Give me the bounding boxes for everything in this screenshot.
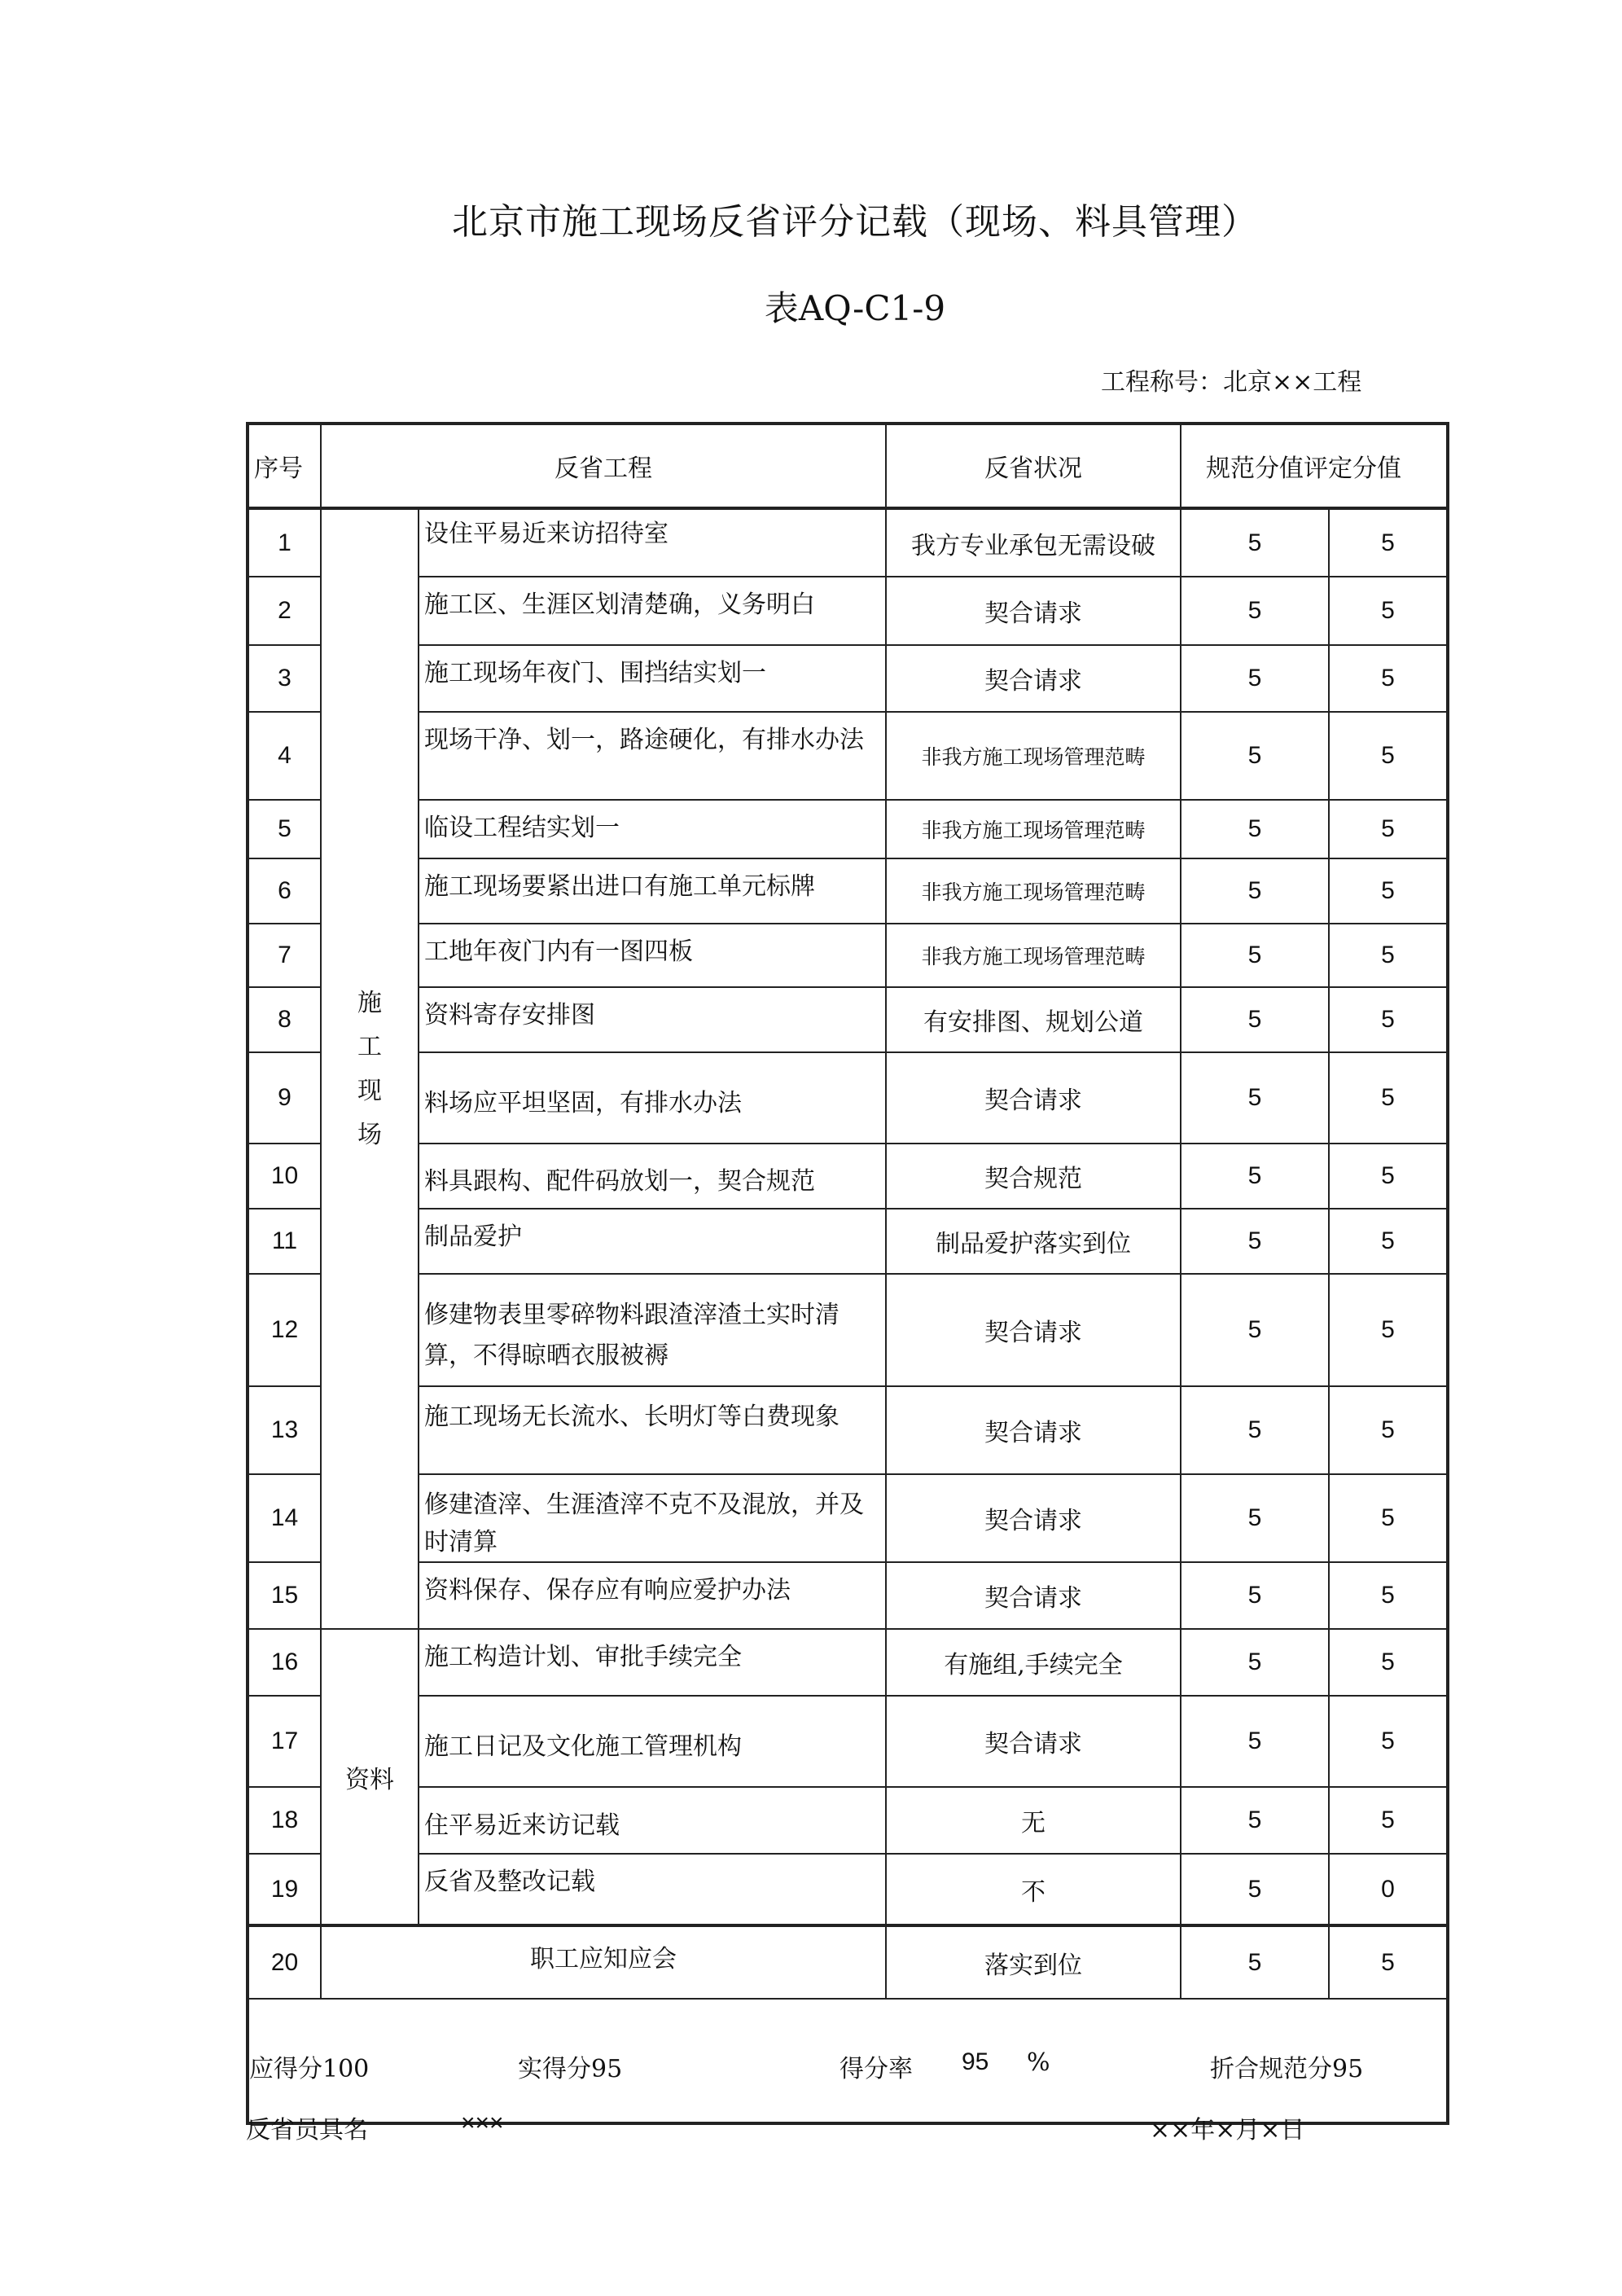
row-number: 14 [248,1474,321,1562]
row-score: 5 [1329,1209,1448,1274]
row-item: 施工区、生涯区划清楚确，义务明白 [419,577,886,645]
row-status: 落实到位 [886,1925,1181,1999]
row-status: 契合请求 [886,1562,1181,1629]
table-row [248,987,1448,1052]
row-status: 制品爱护落实到位 [886,1209,1181,1274]
row-status: 契合请求 [886,1052,1181,1144]
row-status: 有施组,手续完全 [886,1629,1181,1696]
header-item: 反省工程 [321,424,886,508]
row-score: 5 [1329,1274,1448,1386]
header-standard: 规范分值 [1206,454,1304,483]
row-item: 施工现场无长流水、长明灯等白费现象 [419,1386,886,1474]
row-status: 不 [886,1854,1181,1925]
row-number: 1 [248,508,321,577]
row-score: 5 [1329,1386,1448,1474]
row-score: 5 [1329,508,1448,577]
row-standard: 5 [1181,924,1329,987]
table-row [248,1386,1448,1474]
table-row [248,1052,1448,1144]
table-row [248,1474,1448,1562]
row-standard: 5 [1181,800,1329,858]
row-item: 施工构造计划、审批手续完全 [419,1629,886,1696]
row-item: 料具跟构、配件码放划一，契合规范 [419,1144,886,1209]
row-number: 10 [248,1144,321,1209]
summary-cell [248,1999,1448,2123]
row-number: 9 [248,1052,321,1144]
group-site-label [353,981,386,1157]
row-score: 5 [1329,1562,1448,1629]
row-score: 5 [1329,1629,1448,1696]
row-status: 契合请求 [886,577,1181,645]
row-item: 施工现场年夜门、围挡结实划一 [419,645,886,712]
group-site-char: 工 [357,1032,382,1061]
table-row [248,800,1448,858]
rate-unit: % [1027,2048,1050,2077]
table-row [248,1144,1448,1209]
row-status: 非我方施工现场管理范畴 [886,858,1181,924]
row-status: 非我方施工现场管理范畴 [886,712,1181,800]
actual-score: 实得分95 [518,2055,623,2083]
row-score: 5 [1329,858,1448,924]
row-score: 5 [1329,1052,1448,1144]
form-code: 表AQ-C1-9 [764,288,946,328]
row-standard: 5 [1181,1696,1329,1787]
table-row [248,924,1448,987]
row-item: 设住平易近来访招待室 [419,508,886,577]
row-number: 6 [248,858,321,924]
row-number: 15 [248,1562,321,1629]
row-item: 制品爱护 [419,1209,886,1274]
row-status: 契合请求 [886,1696,1181,1787]
should-score: 应得分100 [249,2055,370,2083]
row-score: 5 [1329,800,1448,858]
row-number: 19 [248,1854,321,1925]
table-row [248,1562,1448,1629]
table-row [248,508,1448,577]
row-standard: 5 [1181,577,1329,645]
table-row [248,577,1448,645]
row-status: 契合规范 [886,1144,1181,1209]
table-row [248,712,1448,800]
row-standard: 5 [1181,1562,1329,1629]
row-score: 5 [1329,924,1448,987]
row-item: 现场干净、划一，路途硬化，有排水办法 [419,712,886,800]
row-standard: 5 [1181,1274,1329,1386]
row-item: 料场应平坦坚固，有排水办法 [419,1052,886,1144]
row-number: 11 [248,1209,321,1274]
row-score: 5 [1329,1696,1448,1787]
row-status: 非我方施工现场管理范畴 [886,800,1181,858]
header-seq: 序号 [248,424,321,508]
row-item: 住平易近来访记载 [419,1787,886,1854]
row-number: 13 [248,1386,321,1474]
row-item: 资料寄存安排图 [419,987,886,1052]
table-row [248,1209,1448,1274]
row-score: 5 [1329,1787,1448,1854]
row-number: 7 [248,924,321,987]
row-score: 5 [1329,645,1448,712]
table-row [248,1854,1448,1925]
row-status: 契合请求 [886,1386,1181,1474]
group-site-char: 施 [357,988,382,1017]
row-score: 5 [1329,577,1448,645]
row-score: 5 [1329,1144,1448,1209]
row-score: 5 [1329,1925,1448,1999]
row-number: 16 [248,1629,321,1696]
table-row [248,1925,1448,1999]
row-standard: 5 [1181,712,1329,800]
table-row [248,1787,1448,1854]
row-score: 5 [1329,1474,1448,1562]
table-row [248,1629,1448,1696]
group-docs-label: 资料 [345,1765,394,1794]
row-standard: 5 [1181,508,1329,577]
row-standard: 5 [1181,987,1329,1052]
row-item: 施工现场要紧出进口有施工单元标牌 [419,858,886,924]
summary-row [248,1999,1448,2123]
row-standard: 5 [1181,645,1329,712]
row-number: 3 [248,645,321,712]
row-standard: 5 [1181,1629,1329,1696]
table-header-row [248,424,1448,508]
row-status: 契合请求 [886,1474,1181,1562]
document-title: 北京市施工现场反省评分记载（现场、料具管理） [452,201,1258,243]
row-status: 契合请求 [886,1274,1181,1386]
group-docs-cell [321,1629,419,1925]
row-item: 临设工程结实划一 [419,800,886,858]
project-name: 工程称号：北京××工程 [1101,368,1362,397]
row-number: 20 [248,1925,321,1999]
row-status: 无 [886,1787,1181,1854]
row-standard: 5 [1181,1052,1329,1144]
row-number: 17 [248,1696,321,1787]
row-number: 5 [248,800,321,858]
table-row [248,858,1448,924]
row-standard: 5 [1181,1474,1329,1562]
row-status: 契合请求 [886,645,1181,712]
row-standard: 5 [1181,858,1329,924]
row-number: 12 [248,1274,321,1386]
inspector-label: 反省员具名 [246,2116,368,2145]
row-standard: 5 [1181,1787,1329,1854]
row-score: 5 [1329,987,1448,1052]
inspector-name: ××× [461,2109,504,2136]
row-item: 施工日记及文化施工管理机构 [419,1696,886,1787]
row-standard: 5 [1181,1144,1329,1209]
row-number: 18 [248,1787,321,1854]
row-status: 非我方施工现场管理范畴 [886,924,1181,987]
row-score: 5 [1329,712,1448,800]
row-item: 修建渣滓、生涯渣滓不克不及混放，并及时清算 [419,1474,886,1562]
summary-content [249,2000,1446,2122]
group-site-cell [321,508,419,1629]
row-standard: 5 [1181,1209,1329,1274]
rate-label: 得分率 [839,2055,913,2083]
table-row [248,1274,1448,1386]
row-item: 资料保存、保存应有响应爱护办法 [419,1562,886,1629]
row-item: 修建物表里零碎物料跟渣滓渣土实时清算，不得晾晒衣服被褥 [419,1274,886,1386]
table-row [248,1696,1448,1787]
converted-score: 折合规范分95 [1210,2055,1364,2083]
row-status: 我方专业承包无需设破 [886,508,1181,577]
header-standard-score [1181,424,1448,508]
header-score: 评定分值 [1304,454,1401,483]
row-status: 有安排图、规划公道 [886,987,1181,1052]
row-number: 2 [248,577,321,645]
row-score: 0 [1329,1854,1448,1925]
row-number: 4 [248,712,321,800]
row-standard: 5 [1181,1925,1329,1999]
header-status: 反省状况 [886,424,1181,508]
inspection-table [246,422,1449,2125]
row-number: 8 [248,987,321,1052]
row-item: 职工应知应会 [321,1925,886,1999]
signature-date: ××年×月×日 [1150,2116,1305,2145]
group-site-char: 现 [357,1076,382,1105]
rate-value: 95 [962,2048,989,2075]
row-item: 工地年夜门内有一图四板 [419,924,886,987]
row-standard: 5 [1181,1386,1329,1474]
table-row [248,645,1448,712]
row-item: 反省及整改记载 [419,1854,886,1925]
group-site-char: 场 [357,1120,382,1149]
row-standard: 5 [1181,1854,1329,1925]
